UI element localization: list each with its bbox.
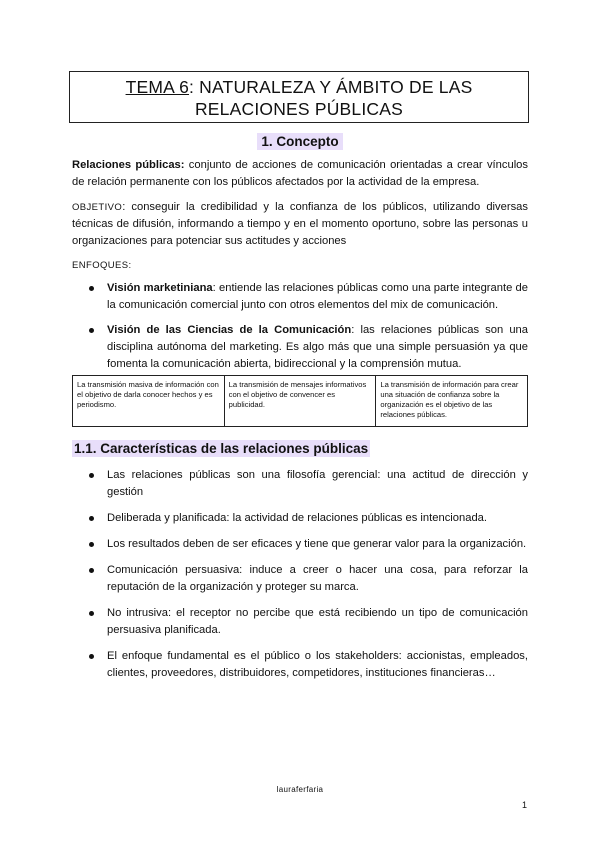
list-item-text: No intrusiva: el receptor no percibe que está recibiendo un tipo de comunicación persuasiva planificada. [107,607,528,636]
subheading-text: 1.1. Características de las relaciones públicas [74,441,369,456]
section-heading-concepto [0,133,600,151]
objetivo-label: OBJETIVO [72,202,123,213]
list-item [72,322,528,373]
title-tema: TEMA 6 [125,77,190,97]
enfoque-text: : entiende las relaciones públicas como una parte integrante de la comunicación comercial junto con otros elementos del mix de comunicación. [107,282,528,311]
list-item-text: Las relaciones públicas son una filosofía gerencial: una actitud de dirección y gestión [107,469,528,498]
title-text: : NATURALEZA Y ÁMBITO DE LAS RELACIONES PÚBLICAS [189,77,473,119]
bullet-icon [89,473,94,478]
list-item-text: Deliberada y planificada: la actividad de relaciones públicas es intencionada. [107,512,487,524]
table-cell: La transmisión masiva de información con el objetivo de darla conocer hechos y es periodismo. [73,376,225,426]
definition-term: Relaciones públicas: [72,159,185,171]
bullet-icon [89,286,94,291]
document-title [69,71,529,123]
definition-text: conjunto de acciones de comunicación orientadas a crear vínculos de relación permanente con los públicos afectados por la actividad de la empresa. [72,159,528,188]
list-item-text: El enfoque fundamental es el público o los stakeholders: accionistas, empleados, clientes, proveedores, distribuidores, competidores, instituciones financieras… [107,650,528,679]
list-item [72,467,528,501]
page-number: 1 [522,800,528,810]
list-item [72,536,528,553]
enfoques-table [72,375,528,427]
list-item [72,562,528,596]
bullet-icon [89,542,94,547]
enfoques-list [72,280,528,373]
definition-paragraph [72,157,528,191]
objetivo-paragraph [72,199,528,250]
enfoque-term: Visión de las Ciencias de la Comunicación [107,324,352,336]
bullet-icon [89,328,94,333]
bullet-icon [89,654,94,659]
enfoque-text: : las relaciones públicas son una disciplina autónoma del marketing. Es algo más que una simple persuasión ya que fomenta la comunicación abierta, bidireccional y la comprensión mutua. [107,324,528,370]
bullet-icon [89,516,94,521]
list-item [72,605,528,639]
section-heading-text: 1. Concepto [257,133,342,150]
objetivo-text: : conseguir la credibilidad y la confianza de los públicos, utilizando diversas técnicas de difusión, informando a tiempo y en el momento oportuno, sobre las personas u organizaciones para potenciar sus actitudes y acciones [72,201,528,247]
bullet-icon [89,611,94,616]
list-item-text: Comunicación persuasiva: induce a creer o hacer una cosa, para reforzar la reputación de la organización y proteger su marca. [107,564,528,593]
section-heading-caracteristicas [72,441,370,456]
enfoque-term: Visión marketiniana [107,282,213,294]
caracteristicas-list [72,467,528,682]
table-cell: La transmisión de información para crear una situación de confianza sobre la organización es el objetivo de las relaciones públicas. [380,380,519,419]
bullet-icon [89,568,94,573]
list-item-text: Los resultados deben de ser eficaces y tiene que generar valor para la organización. [107,538,527,550]
enfoques-label: ENFOQUES: [72,260,132,271]
footer-author: lauraferfaria [276,785,324,794]
list-item [72,648,528,682]
list-item [72,510,528,527]
list-item [72,280,528,314]
table-cell: La transmisión de mensajes informativos con el objetivo de convencer es publicidad. [225,376,377,426]
